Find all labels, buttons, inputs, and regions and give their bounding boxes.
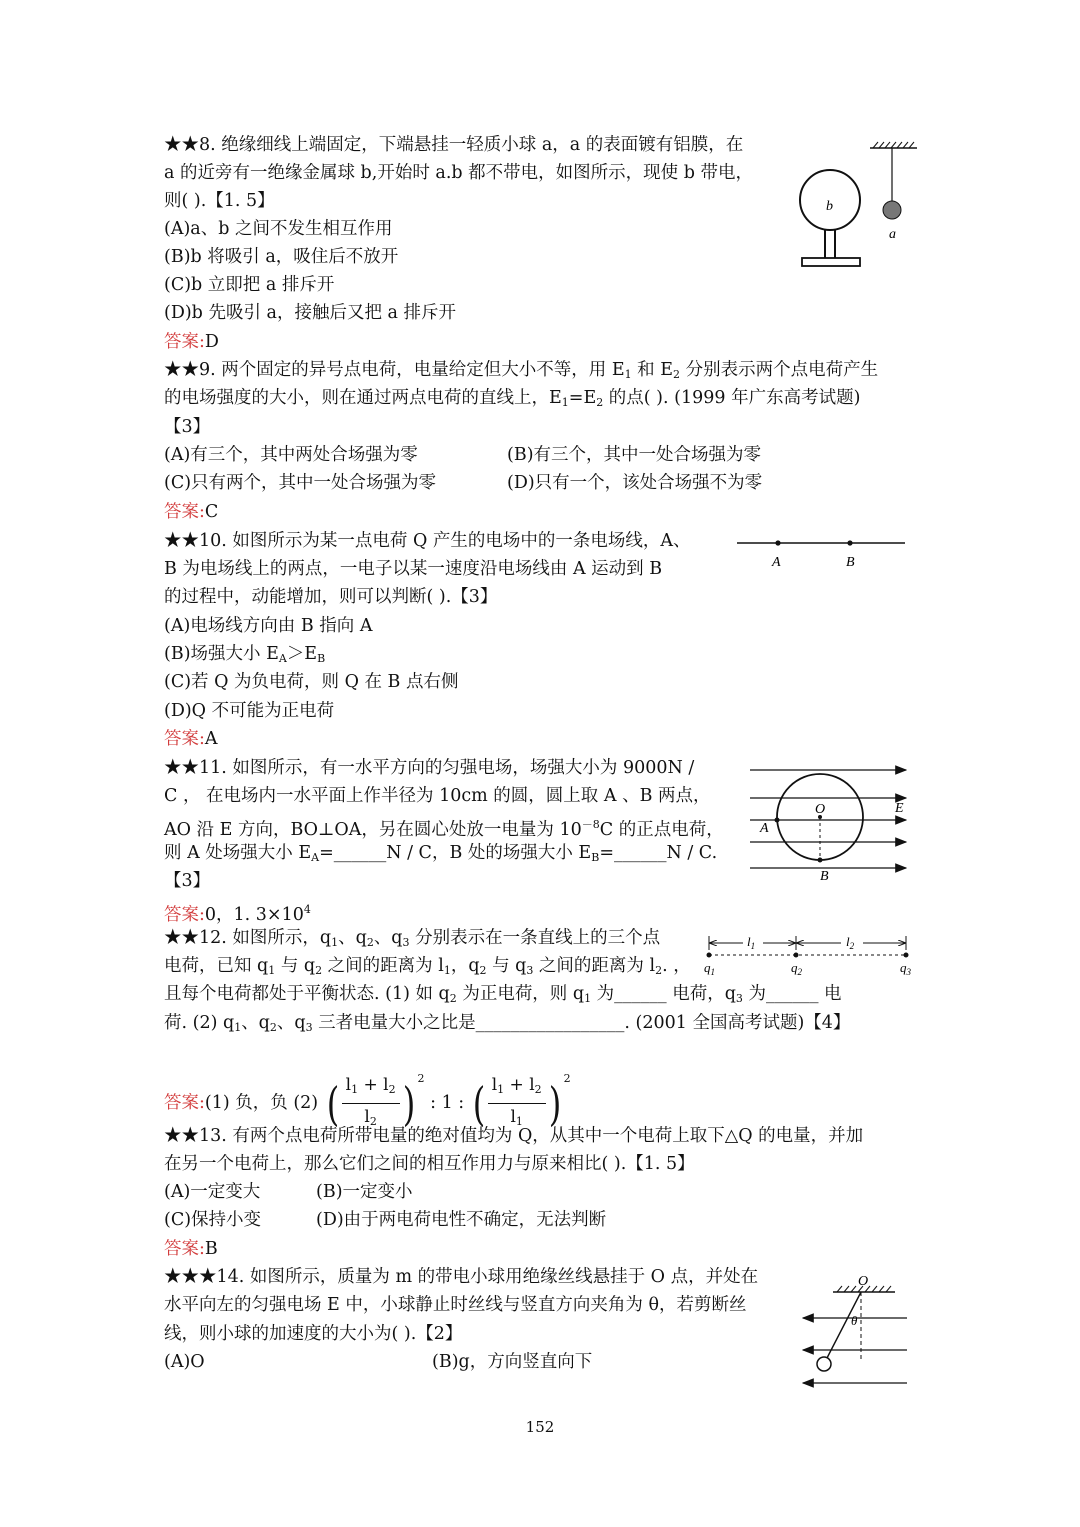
q11-line-1: ★★11. 如图所示，有一水平方向的匀强电场，场强大小为 9000N /: [164, 758, 695, 778]
q13-answer: 答案:B: [164, 1239, 218, 1259]
q8-option-c: (C)b 立即把 a 排斥开: [164, 275, 335, 295]
q10-option-d: (D)Q 不可能为正电荷: [164, 701, 335, 721]
q13-option-d: (D)由于两电荷电性不确定，无法判断: [316, 1210, 607, 1230]
svg-text:l1: $l_1$: [747, 934, 756, 951]
q14-fig-label-o: O: [858, 1274, 869, 1289]
q14-line-2: 水平向左的匀强电场 E 中，小球静止时丝线与竖直方向夹角为 θ，若剪断丝: [164, 1295, 747, 1315]
q12-line-1: ★★12. 如图所示，$q_1$、$q_2$、$q_3$ 分别表示在一条直线上的三个点: [164, 928, 661, 949]
q8-line-2: a 的近旁有一绝缘金属球 b,开始时 a.b 都不带电，如图所示，现使 b 带电，: [164, 163, 753, 183]
q12-fig-label-q3: q: [900, 960, 907, 975]
q10-fig-label-a: A: [772, 555, 781, 570]
svg-text:q3: $q_3$: [900, 960, 911, 977]
q9-line-2: 的电场强度的大小，则在通过两点电荷的直线上，$E_1=E_2$ 的点( ). (1999 年广东高考试题): [164, 388, 861, 409]
q11-fig-label-a: A: [760, 821, 769, 836]
q12-line-4: 荷. (2) $q_1$、$q_2$、$q_3$ 三者电量大小之比是_________________. (2001 全国高考试题)【4】: [164, 1013, 851, 1034]
q10-line-1: ★★10. 如图所示为某一点电荷 Q 产生的电场中的一条电场线，A、: [164, 531, 691, 551]
q10-line-2: B 为电场线上的两点，一电子以某一速度沿电场线由 A 运动到 B: [164, 559, 663, 579]
q9-option-a: (A)有三个，其中两处合场强为零: [164, 445, 418, 465]
q8-line-3: 则( ).【1. 5】: [164, 191, 275, 211]
q9-line-3: 【3】: [164, 417, 211, 437]
q14-option-b: (B)g，方向竖直向下: [432, 1352, 593, 1372]
q9-answer: 答案:C: [164, 502, 219, 522]
q11-line-2: C ， 在电场内一水平面上作半径为 10cm 的圆，圆上取 A 、B 两点，: [164, 786, 711, 806]
q12-figure: [703, 928, 918, 978]
q14-line-1: ★★★14. 如图所示，质量为 m 的带电小球用绝缘丝线悬挂于 O 点，并处在: [164, 1267, 759, 1287]
q9-option-c: (C)只有两个，其中一处合场强为零: [164, 473, 437, 493]
q8-fig-label-b: b: [826, 199, 833, 214]
svg-text:l2: $l_2$: [846, 934, 855, 951]
q9-option-b: (B)有三个，其中一处合场强为零: [507, 445, 762, 465]
q11-line-4: 则 A 处场强大小 $E_A=\_\_\_\_\_\_N / C$，B 处的场强大小 $E_B=\_\_\_\_\_\_N / C$.: [164, 843, 718, 864]
q11-figure: [748, 760, 918, 890]
q12-fig-label-l1: l: [747, 934, 751, 949]
q12-line-2: 电荷，已知 $q_1$ 与 $q_2$ 之间的距离为 $l_1$，$q_2$ 与 $q_3$ 之间的距离为 $l_2$. ，: [164, 956, 691, 977]
q13-line-2: 在另一个电荷上，那么它们之间的相互作用力与原来相比( ).【1. 5】: [164, 1154, 695, 1174]
q11-fig-label-b: B: [820, 869, 829, 884]
q13-option-c: (C)保持小变: [164, 1210, 262, 1230]
q11-line-5: 【3】: [164, 871, 211, 891]
q8-fig-label-a: a: [889, 227, 896, 242]
q8-figure: [795, 140, 925, 275]
q10-figure: [735, 528, 910, 573]
q12-fig-label-q1: q: [704, 960, 711, 975]
q13-line-1: ★★13. 有两个点电荷所带电量的绝对值均为 Q，从其中一个电荷上取下△Q 的电量，并加: [164, 1126, 864, 1146]
q12-fraction-1: $\frac{l_1 + l_2}{l_2}$: [342, 1072, 400, 1135]
q14-option-a: (A)O: [164, 1352, 205, 1372]
q12-fig-label-l2: l: [846, 934, 850, 949]
q14-line-3: 线，则小球的加速度的大小为( ).【2】: [164, 1324, 463, 1344]
q10-line-3: 的过程中，动能增加，则可以判断( ).【3】: [164, 587, 498, 607]
q12-fraction-2: $\frac{l_1 + l_2}{l_1}$: [488, 1072, 546, 1135]
q12-answer: 答案:(1) 负，负 (2) ( $\frac{l_1 + l_2}{l_2}$ ) $^2$ : 1 : ( $\frac{l_1 + l_2}{l_1}$ ) $^2$: [164, 1043, 571, 1139]
svg-text:q2: $q_2$: [791, 960, 802, 977]
q10-option-b: (B)场强大小 $E_A>E_B$: [164, 644, 326, 665]
q13-option-a: (A)一定变大: [164, 1182, 261, 1202]
q8-answer: 答案:D: [164, 332, 219, 352]
q10-option-a: (A)电场线方向由 B 指向 A: [164, 616, 373, 636]
q10-option-c: (C)若 Q 为负电荷，则 Q 在 B 点右侧: [164, 672, 459, 692]
q14-figure: [795, 1270, 915, 1390]
page-number: 152: [525, 1418, 555, 1436]
q8-line-1: ★★8. 绝缘细线上端固定，下端悬挂一轻质小球 a，a 的表面镀有铝膜，在: [164, 135, 744, 155]
q8-option-a: (A)a、b 之间不发生相互作用: [164, 219, 393, 239]
q11-answer: 答案:0，1. $3\times 10^4$: [164, 903, 311, 925]
q10-fig-label-b: B: [846, 555, 855, 570]
q10-answer: 答案:A: [164, 729, 218, 749]
q8-option-d: (D)b 先吸引 a，接触后又把 a 排斥开: [164, 303, 457, 323]
q12-line-3: 且每个电荷都处于平衡状态. (1) 如 $q_2$ 为正电荷，则 $q_1$ 为______ 电荷，$q_3$ 为______ 电: [164, 984, 842, 1005]
q11-fig-label-o: O: [815, 802, 826, 817]
q9-line-1: ★★9. 两个固定的异号点电荷，电量给定但大小不等，用 $E_1$ 和 $E_2$ 分别表示两个点电荷产生: [164, 360, 879, 381]
q12-fig-label-q2: q: [791, 960, 798, 975]
q13-option-b: (B)一定变小: [316, 1182, 413, 1202]
q11-fig-label-e: E: [895, 801, 904, 816]
q14-fig-label-theta: θ: [851, 1313, 858, 1328]
q11-line-3: AO 沿 E 方向，BO⊥OA，另在圆心处放一电量为 $10^{-8}C$ 的正点电荷，: [164, 818, 724, 840]
q8-option-b: (B)b 将吸引 a，吸住后不放开: [164, 247, 399, 267]
svg-text:q1: $q_1$: [704, 960, 715, 977]
q9-option-d: (D)只有一个，该处合场强不为零: [507, 473, 763, 493]
